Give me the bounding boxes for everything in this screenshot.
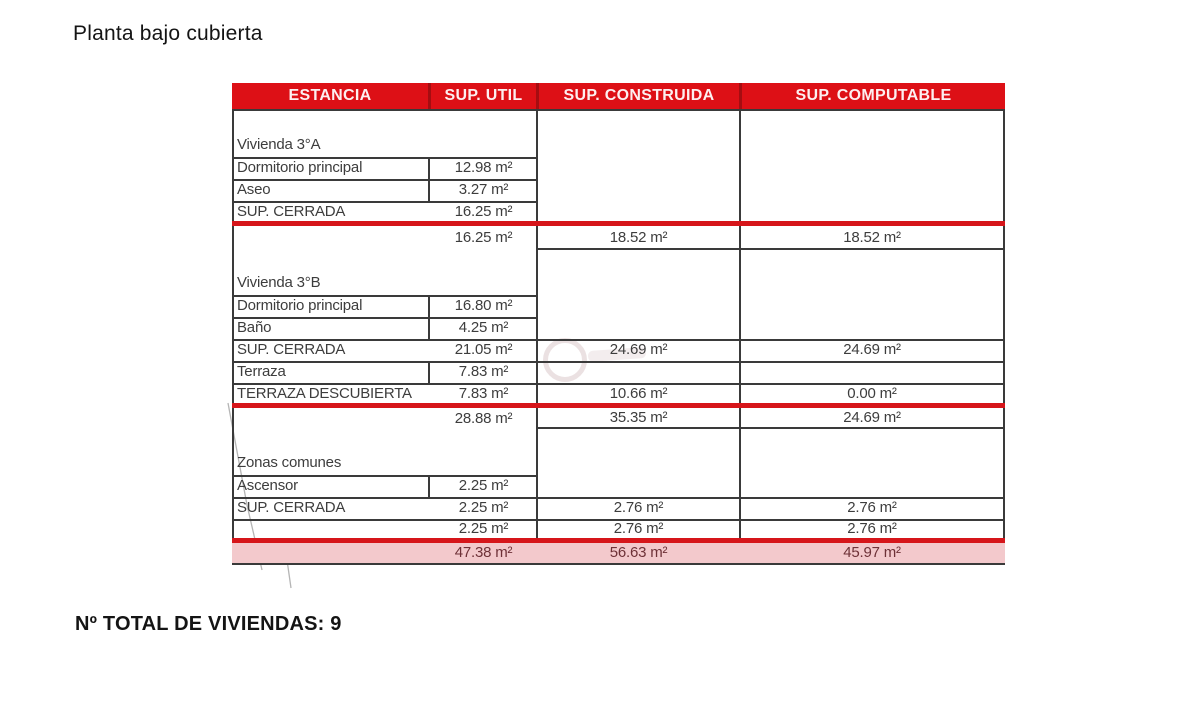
computable-value: 24.69 m²: [843, 341, 901, 358]
row-label: Dormitorio principal: [237, 297, 363, 314]
util-value: 16.80 m²: [454, 297, 513, 314]
row-label: Aseo: [237, 181, 271, 198]
util-value: 3.27 m²: [458, 181, 509, 198]
construida-value: 10.66 m²: [609, 385, 668, 402]
page-title: Planta bajo cubierta: [73, 22, 263, 45]
table-border-line: [232, 109, 1005, 111]
row-label: TERRAZA DESCUBIERTA: [237, 385, 412, 402]
util-value: 12.98 m²: [454, 159, 513, 176]
section-heading: Vivienda 3°A: [237, 136, 321, 153]
grand-total-construida-value: 56.63 m²: [609, 544, 668, 561]
row-label: SUP. CERRADA: [237, 203, 346, 220]
section-heading: Zonas comunes: [237, 454, 342, 471]
total-util-value: 28.88 m²: [454, 410, 513, 427]
header-sup-computable: SUP. COMPUTABLE: [795, 87, 952, 104]
header-separator: [428, 83, 431, 109]
header-estancia: ESTANCIA: [288, 87, 372, 104]
util-value: 7.83 m²: [458, 385, 509, 402]
total-construida-value: 18.52 m²: [609, 229, 668, 246]
row-label: Baño: [237, 319, 272, 336]
construida-value: 2.76 m²: [613, 499, 664, 516]
total-computable-value: 24.69 m²: [843, 409, 901, 426]
subtotal-construida-value: 2.76 m²: [613, 520, 664, 537]
header-sup-construida: SUP. CONSTRUIDA: [563, 87, 715, 104]
table-border-line: [232, 563, 1005, 565]
section-heading: Vivienda 3°B: [237, 274, 321, 291]
util-value: 2.25 m²: [458, 499, 509, 516]
computable-value: 2.76 m²: [847, 499, 897, 516]
table-border-line: [536, 248, 1005, 250]
construida-value: 24.69 m²: [609, 341, 668, 358]
area-table: [232, 83, 1005, 565]
util-value: 7.83 m²: [458, 363, 509, 380]
total-computable-value: 18.52 m²: [843, 229, 901, 246]
row-label: SUP. CERRADA: [237, 499, 346, 516]
total-viviendas-label: Nº TOTAL DE VIVIENDAS: 9: [75, 613, 342, 635]
row-label: Dormitorio principal: [237, 159, 363, 176]
header-sup-util: SUP. UTIL: [444, 87, 523, 104]
subtotal-util-value: 2.25 m²: [458, 520, 509, 537]
header-separator: [739, 83, 742, 109]
grand-total-util-value: 47.38 m²: [454, 544, 513, 561]
util-value: 4.25 m²: [458, 319, 509, 336]
row-label: SUP. CERRADA: [237, 341, 346, 358]
row-label: Terraza: [237, 363, 286, 380]
util-value: 21.05 m²: [454, 341, 513, 358]
computable-value: 0.00 m²: [847, 385, 897, 402]
grand-total-computable-value: 45.97 m²: [843, 544, 901, 561]
subtotal-computable-value: 2.76 m²: [847, 520, 897, 537]
total-util-value: 16.25 m²: [454, 229, 513, 246]
total-construida-value: 35.35 m²: [609, 409, 668, 426]
header-separator: [536, 83, 539, 109]
util-value: 2.25 m²: [458, 477, 509, 494]
row-label: Ascensor: [237, 477, 298, 494]
util-value: 16.25 m²: [454, 203, 513, 220]
